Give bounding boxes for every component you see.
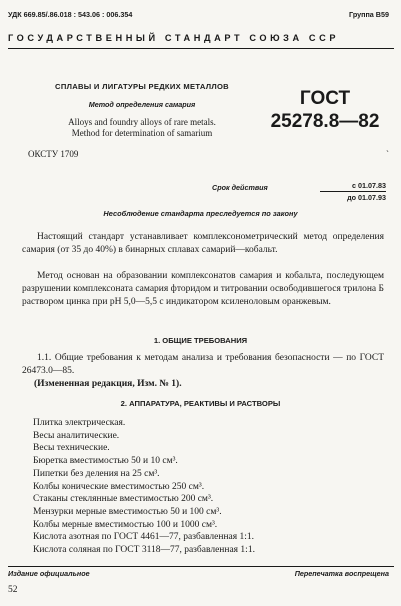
- title-ru: СПЛАВЫ И ЛИГАТУРЫ РЕДКИХ МЕТАЛЛОВ: [55, 82, 229, 91]
- list-item: Стаканы стеклянные вместимостью 200 см³.: [33, 494, 214, 505]
- legal-notice: Несоблюдение стандарта преследуется по закону: [103, 209, 298, 218]
- validity-to: до 01.07.93: [347, 193, 386, 202]
- list-item: Весы технические.: [33, 443, 110, 454]
- section-1-text: 1.1. Общие требования к методам анализа и требования безопасности — по ГОСТ 26473.0—85.: [22, 353, 384, 377]
- intro-paragraph: Настоящий стандарт устанавливает комплексонометрический метод определения самария (от 35 до 40%) в бинарных сплавах самарий—кобальт.: [22, 232, 384, 256]
- corner-mark: ˋ: [386, 149, 389, 159]
- list-item: Весы аналитические.: [33, 430, 120, 441]
- title-en: [42, 117, 242, 139]
- method-title-ru: Метод определения самария: [88, 100, 196, 109]
- list-item: Пипетки без деления на 25 см³.: [33, 468, 160, 479]
- reprint-prohibited-label: Перепечатка воспрещена: [294, 569, 389, 578]
- page-number: 52: [8, 585, 18, 595]
- official-edition-label: Издание официальное: [8, 569, 90, 578]
- validity-from: с 01.07.83: [320, 181, 386, 192]
- list-item: Бюретка вместимостью 50 и 10 см³.: [33, 456, 178, 467]
- validity-label: Срок действия: [212, 183, 268, 192]
- okstu-code: ОКСТУ 1709: [28, 149, 79, 159]
- group-code: Группа В59: [349, 10, 389, 19]
- gost-block: [266, 89, 384, 133]
- gost-number: 25278.8—82: [270, 111, 380, 132]
- udk-code: УДК 669.85/.86.018 : 543.06 : 006.354: [8, 10, 133, 19]
- list-item: Колбы мерные вместимостью 100 и 1000 см³.: [33, 519, 218, 530]
- top-divider: [8, 48, 394, 49]
- amendment-note: (Измененная редакция, Изм. № 1).: [34, 379, 182, 389]
- bottom-divider: [8, 566, 394, 567]
- list-item: Кислота соляная по ГОСТ 3118—77, разбавленная 1:1.: [33, 545, 255, 556]
- gost-label: ГОСТ: [299, 88, 351, 109]
- list-item: Колбы конические вместимостью 250 см³.: [33, 481, 205, 492]
- equipment-list: [33, 417, 255, 557]
- standard-title: ГОСУДАРСТВЕННЫЙ СТАНДАРТ СОЮЗА ССР: [8, 33, 340, 43]
- list-item: Плитка электрическая.: [33, 418, 126, 428]
- list-item: Мензурки мерные вместимостью 50 и 100 см³.: [33, 506, 222, 517]
- section-1-heading: 1. ОБЩИЕ ТРЕБОВАНИЯ: [153, 336, 248, 345]
- method-paragraph: Метод основан на образовании комплексонатов самария и кобальта, последующем разрушении комплексоната самария фторидом и титровании освободившегося трилона Б раствором цинка при pH 5,0—5,5 с индикатором ксиленоловым оранжевым.: [22, 271, 384, 308]
- title-en-line2: Method for determination of samarium: [71, 128, 213, 138]
- title-en-line1: Alloys and foundry alloys of rare metals.: [68, 117, 216, 127]
- title-block: [42, 82, 242, 139]
- section-2-heading: 2. АППАРАТУРА, РЕАКТИВЫ И РАСТВОРЫ: [120, 399, 281, 408]
- list-item: Кислота азотная по ГОСТ 4461—77, разбавленная 1:1.: [33, 532, 255, 543]
